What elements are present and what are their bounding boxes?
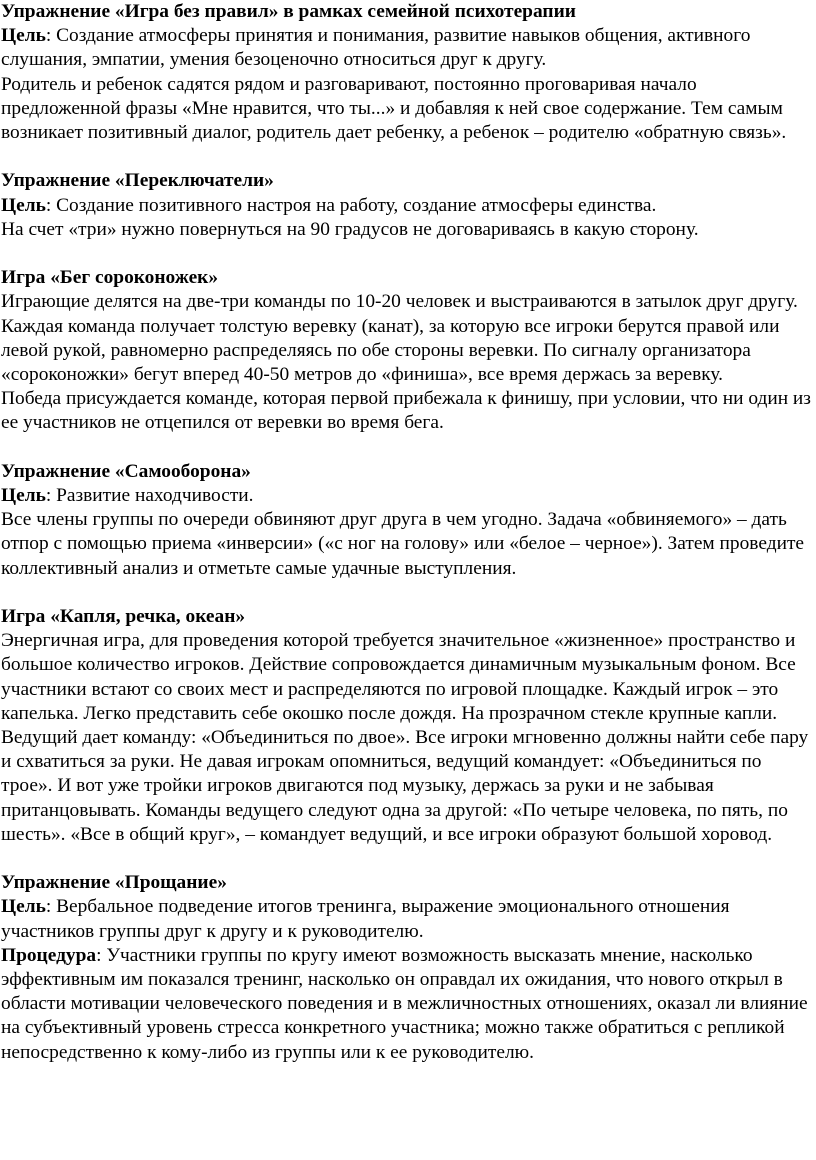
procedure-text: : Участники группы по кругу имеют возможность высказать мнение, насколько эффективным им показался тренинг, насколько он оправдал их ожидания, что нового открыл в области мотивации человеческого поведения и в межличностных отношениях, оказал ли влияние на субъективный уровень стресса конкретного участника; можно также обратиться с репликой непосредственно к кому-либо из группы или к ее руководителю.	[1, 944, 808, 1063]
goal-label: Цель	[1, 485, 46, 507]
goal-text: : Создание позитивного настроя на работу, создание атмосферы единства.	[45, 194, 657, 216]
goal-label: Цель	[1, 25, 46, 47]
body-paragraph: На счет «три» нужно повернуться на 90 градусов не договариваясь в какую сторону.	[1, 218, 699, 240]
goal-text: : Развитие находчивости.	[45, 485, 254, 507]
section-heading: Игра «Бег сороконожек»	[1, 267, 219, 289]
goal-label: Цель	[1, 896, 46, 918]
goal-text: : Вербальное подведение итогов тренинга, выражение эмоционального отношения участников группы друг к другу и к руководителю.	[1, 896, 730, 942]
procedure-line	[1, 944, 816, 1065]
body-paragraph: Играющие делятся на две-три команды по 10-20 человек и выстраиваются в затылок друг другу. Каждая команда получает толстую веревку (канат), за которую все игроки берутся правой или левой рукой, равномерно распределяясь по обе стороны веревки. По сигналу организатора «сороконожки» бегут вперед 40-50 метров до «финиша», все время держась за веревку.	[1, 291, 798, 386]
section-drop-river-ocean	[1, 605, 816, 847]
section-game-without-rules	[1, 0, 816, 145]
section-heading: Игра «Капля, речка, океан»	[1, 606, 246, 628]
body-paragraph: Родитель и ребенок садятся рядом и разговаривают, постоянно проговаривая начало предложенной фразы «Мне нравится, что ты...» и добавляя к ней свое содержание. Тем самым возникает позитивный диалог, родитель дает ребенку, а ребенок – родителю «обратную связь».	[1, 73, 787, 144]
section-farewell	[1, 871, 816, 1065]
section-centipede-race	[1, 266, 816, 435]
section-heading: Упражнение «Прощание»	[1, 872, 227, 894]
section-self-defense	[1, 460, 816, 581]
body-paragraph: Победа присуждается команде, которая первой прибежала к финишу, при условии, что ни один из ее участников не отцепился от веревки во время бега.	[1, 388, 811, 434]
goal-text: : Создание атмосферы принятия и понимания, развитие навыков общения, активного слушания, эмпатии, умения безоценочно относиться друг к другу.	[1, 25, 751, 71]
section-heading: Упражнение «Игра без правил» в рамках семейной психотерапии	[1, 1, 576, 22]
goal-line	[1, 194, 816, 218]
goal-line	[1, 24, 816, 72]
procedure-label: Процедура	[1, 944, 97, 966]
section-switches	[1, 169, 816, 242]
body-paragraph: Все члены группы по очереди обвиняют друг друга в чем угодно. Задача «обвиняемого» – дать отпор с помощью приема «инверсии» («с ног на голову» или «белое – черное»). Затем проведите коллективный анализ и отметьте самые удачные выступления.	[1, 509, 805, 579]
section-heading: Упражнение «Самооборона»	[1, 460, 251, 482]
goal-line	[1, 895, 816, 943]
section-heading: Упражнение «Переключатели»	[1, 170, 274, 192]
body-paragraph: Энергичная игра, для проведения которой требуется значительное «жизненное» пространство и большое количество игроков. Действие сопровождается динамичным музыкальным фоном. Все участники встают со своих мест и распределяются по игровой площадке. Каждый игрок – это капелька. Легко представить себе окошко после дождя. На прозрачном стекле крупные капли. Ведущий дает команду: «Объединиться по двое». Все игроки мгновенно должны найти себе пару и схватиться за руки. Не давая игрокам опомниться, ведущий командует: «Объединиться по трое». И вот уже тройки игроков двигаются под музыку, держась за руки и не забывая пританцовывать. Команды ведущего следуют одна за другой: «По четыре человека, по пять, по шесть». «Все в общий круг», – командует ведущий, и все игроки образуют большой хоровод.	[1, 630, 809, 845]
goal-label: Цель	[1, 194, 46, 216]
goal-line	[1, 484, 816, 508]
